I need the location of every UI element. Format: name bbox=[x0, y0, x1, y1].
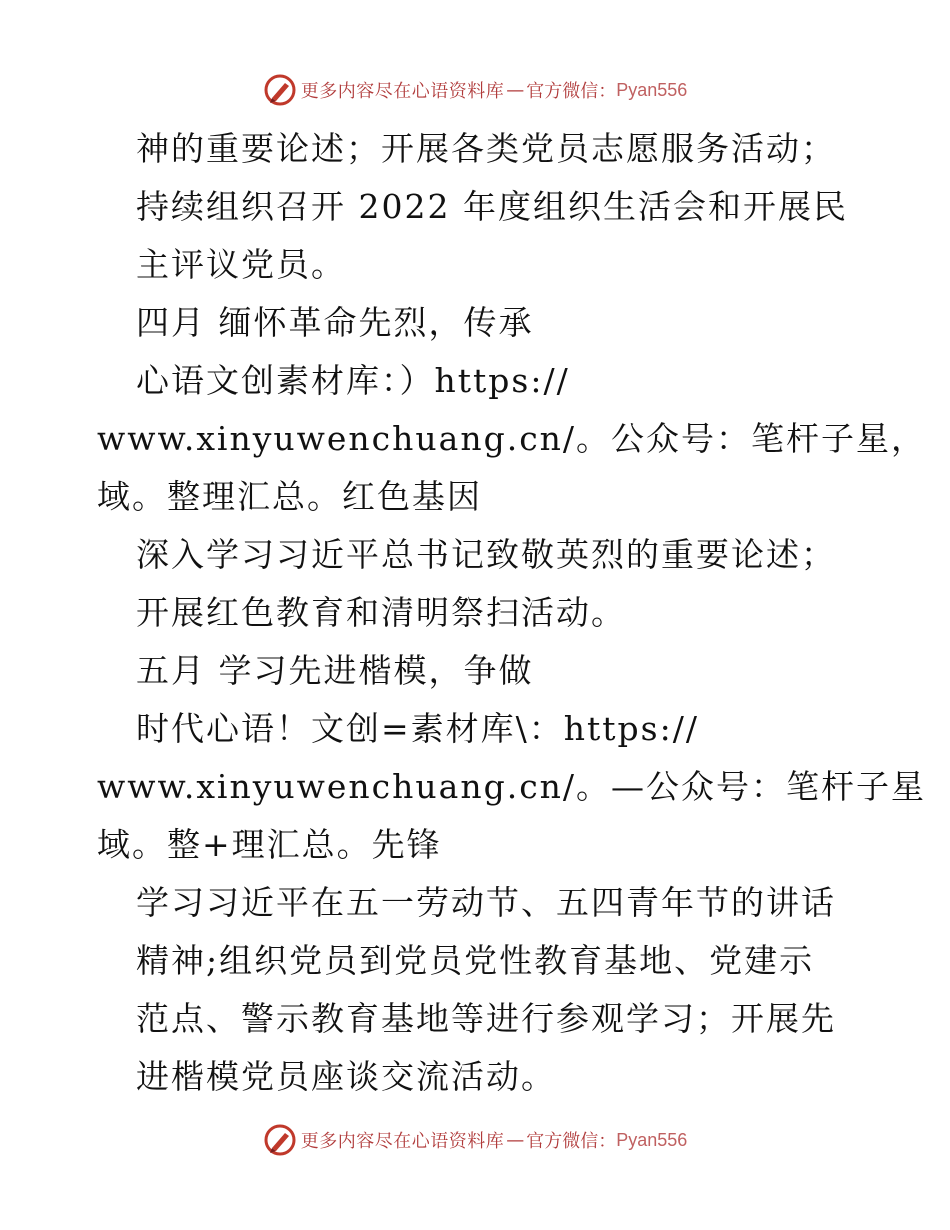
body-line: 主评议党员。 bbox=[136, 245, 346, 284]
banner-wechat-id: Pyan556 bbox=[616, 79, 688, 100]
banner-wechat-id: Pyan556 bbox=[616, 1129, 688, 1150]
body-line: 域。整理汇总。红色基因 bbox=[97, 477, 482, 516]
body-line: 进楷模党员座谈交流活动。 bbox=[136, 1057, 556, 1096]
banner-wechat-label: 官方微信： bbox=[526, 1131, 617, 1152]
body-line: 开展红色教育和清明祭扫活动。 bbox=[136, 593, 626, 632]
body-line: 学习习近平在五一劳动节、五四青年节的讲话 bbox=[136, 883, 836, 922]
banner-separator: — bbox=[506, 79, 525, 101]
banner-main-text: 更多内容尽在心语资料库 bbox=[300, 81, 505, 102]
body-line: 持续组织召开 2022 年度组织生活会和开展民 bbox=[136, 187, 848, 226]
section-heading-april: 四月 缅怀革命先烈，传承 bbox=[136, 303, 534, 342]
red-pen-logo-icon bbox=[263, 73, 297, 107]
body-line: www.xinyuwenchuang.cn/。—公众号：笔杆子星 bbox=[97, 767, 927, 806]
body-line: 范点、警示教育基地等进行参观学习；开展先 bbox=[136, 999, 836, 1038]
body-line: 时代心语！文创=素材库\：https:// bbox=[136, 709, 699, 748]
body-line: 心语文创素材库：）https:// bbox=[136, 361, 570, 400]
body-line: 精神;组织党员到党员党性教育基地、党建示 bbox=[136, 941, 815, 980]
banner-wechat-label: 官方微信： bbox=[526, 81, 617, 102]
section-heading-may: 五月 学习先进楷模，争做 bbox=[136, 651, 534, 690]
footer-banner bbox=[0, 1120, 950, 1160]
body-line: 域。整+理汇总。先锋 bbox=[97, 825, 442, 864]
body-line: 神的重要论述；开展各类党员志愿服务活动； bbox=[136, 129, 836, 168]
banner-separator: — bbox=[506, 1129, 525, 1151]
body-line: www.xinyuwenchuang.cn/。公众号：笔杆子星， bbox=[97, 419, 927, 458]
header-banner bbox=[0, 70, 950, 110]
red-pen-logo-icon bbox=[263, 1123, 297, 1157]
banner-main-text: 更多内容尽在心语资料库 bbox=[300, 1131, 505, 1152]
body-line: 深入学习习近平总书记致敬英烈的重要论述； bbox=[136, 535, 836, 574]
